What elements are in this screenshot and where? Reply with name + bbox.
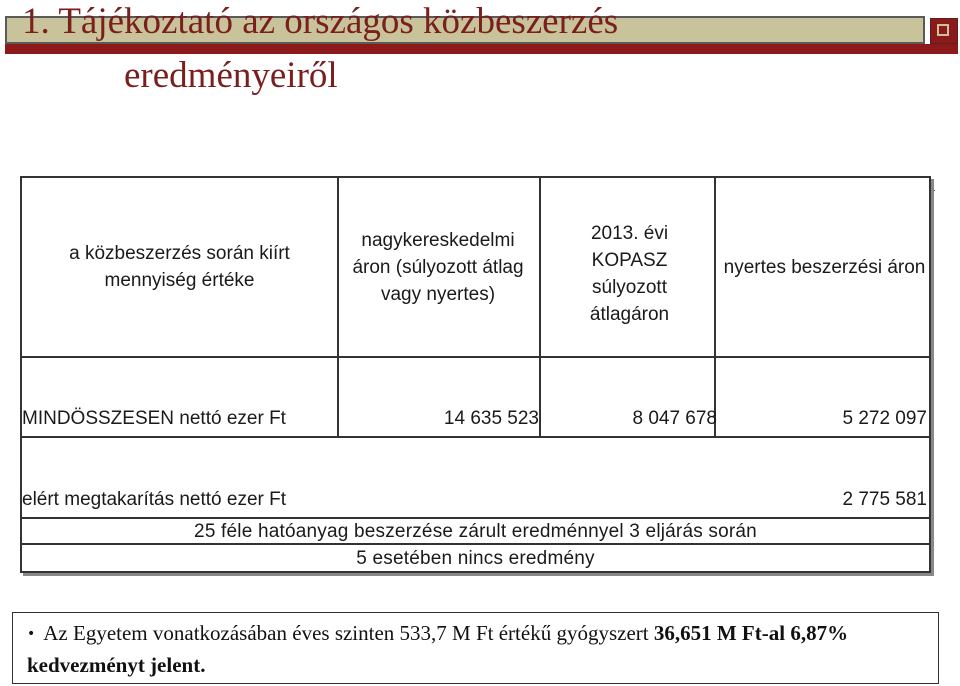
bullet-icon: • bbox=[27, 626, 36, 642]
results-table bbox=[20, 176, 931, 573]
slide-title bbox=[22, 2, 922, 96]
summary-highlight: 36,651 M Ft-al 6,87% kedvezményt jelent. bbox=[27, 621, 849, 677]
slide-title-line2: eredményeiről bbox=[124, 55, 338, 96]
summary-box bbox=[12, 612, 939, 684]
summary-text: Az Egyetem vonatkozásában éves szinten 533,7 M Ft értékű gyógyszert bbox=[43, 621, 649, 645]
table-cell: 2 775 581 bbox=[842, 489, 927, 510]
table-cell: 5 272 097 bbox=[842, 408, 927, 429]
table-note: 25 féle hatóanyag beszerzése zárult eredménnyel 3 eljárás során bbox=[194, 521, 757, 542]
table-header-cell: 2013. évi KOPASZ súlyozott átlagáron bbox=[589, 223, 670, 325]
table-row-label: elért megtakarítás nettó ezer Ft bbox=[22, 489, 287, 510]
table-cell: 14 635 523 bbox=[443, 408, 539, 429]
table-header-cell: nyertes beszerzési áron bbox=[723, 256, 926, 278]
slide-title-line1: 1. Tájékoztató az országos közbeszerzés bbox=[22, 1, 619, 42]
table-note: 5 esetében nincs eredmény bbox=[356, 548, 595, 569]
table-cell: 8 047 678 bbox=[632, 408, 717, 429]
corner-square-inner bbox=[937, 24, 949, 36]
table-divider bbox=[22, 517, 929, 519]
table-row-label: MINDÖSSZESEN nettó ezer Ft bbox=[22, 408, 286, 429]
table-header-cell: a közbeszerzés során kiírt mennyiség értéke bbox=[69, 243, 290, 291]
table-header-cell: nagykereskedelmi áron (súlyozott átlag vagy nyertes) bbox=[352, 229, 524, 305]
